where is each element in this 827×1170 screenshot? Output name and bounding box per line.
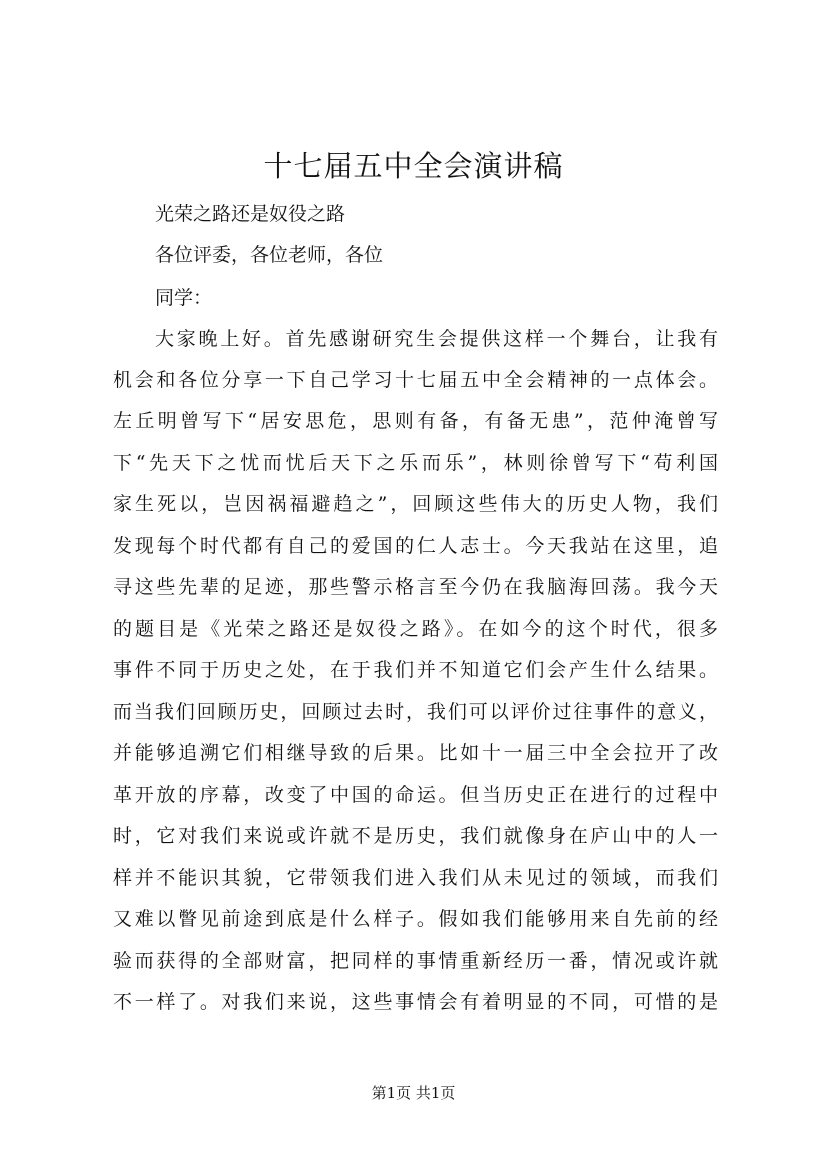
paragraph-line: 而当我们回顾历史，回顾过去时，我们可以评价过往事件的意义， xyxy=(113,701,718,723)
salutation-line-2: 同学： xyxy=(155,287,213,309)
paragraph-line: 下“先天下之忧而忧后天下之乐而乐”，林则徐曾写下“苟利国 xyxy=(113,452,718,474)
paragraph-line: 家生死以，岂因祸福避趋之”，回顾这些伟大的历史人物，我们 xyxy=(113,493,718,515)
page-number: 第1页 共1页 xyxy=(371,1084,456,1102)
paragraph-line: 并能够追溯它们相继导致的后果。比如十一届三中全会拉开了改 xyxy=(113,742,718,764)
paragraph-line: 革开放的序幕，改变了中国的命运。但当历史正在进行的过程中 xyxy=(113,784,718,806)
paragraph-line: 不一样了。对我们来说，这些事情会有着明显的不同，可惜的是 xyxy=(113,991,718,1013)
paragraph-line: 又难以瞥见前途到底是什么样子。假如我们能够用来自先前的经 xyxy=(113,908,718,930)
subtitle: 光荣之路还是奴役之路 xyxy=(155,203,346,225)
paragraph-line: 左丘明曾写下“居安思危，思则有备，有备无患”，范仲淹曾写 xyxy=(113,410,718,432)
paragraph-line: 大家晚上好。首先感谢研究生会提供这样一个舞台，让我有 xyxy=(155,328,718,350)
paragraph-line: 机会和各位分享一下自己学习十七届五中全会精神的一点体会。 xyxy=(113,369,718,391)
paragraph-line: 时，它对我们来说或许就不是历史，我们就像身在庐山中的人一 xyxy=(113,825,718,847)
paragraph-line: 事件不同于历史之处，在于我们并不知道它们会产生什么结果。 xyxy=(113,659,718,681)
document-title: 十七届五中全会演讲稿 xyxy=(263,149,564,183)
paragraph-line: 样并不能识其貌，它带领我们进入我们从未见过的领域，而我们 xyxy=(113,867,718,889)
paragraph-line: 发现每个时代都有自己的爱国的仁人志士。今天我站在这里，追 xyxy=(113,535,718,557)
paragraph-line: 寻这些先辈的足迹，那些警示格言至今仍在我脑海回荡。我今天 xyxy=(113,576,718,598)
paragraph-line: 验而获得的全部财富，把同样的事情重新经历一番，情况或许就 xyxy=(113,950,718,972)
paragraph-line: 的题目是《光荣之路还是奴役之路》。在如今的这个时代，很多 xyxy=(113,618,718,640)
salutation-line-1: 各位评委，各位老师，各位 xyxy=(155,244,384,266)
